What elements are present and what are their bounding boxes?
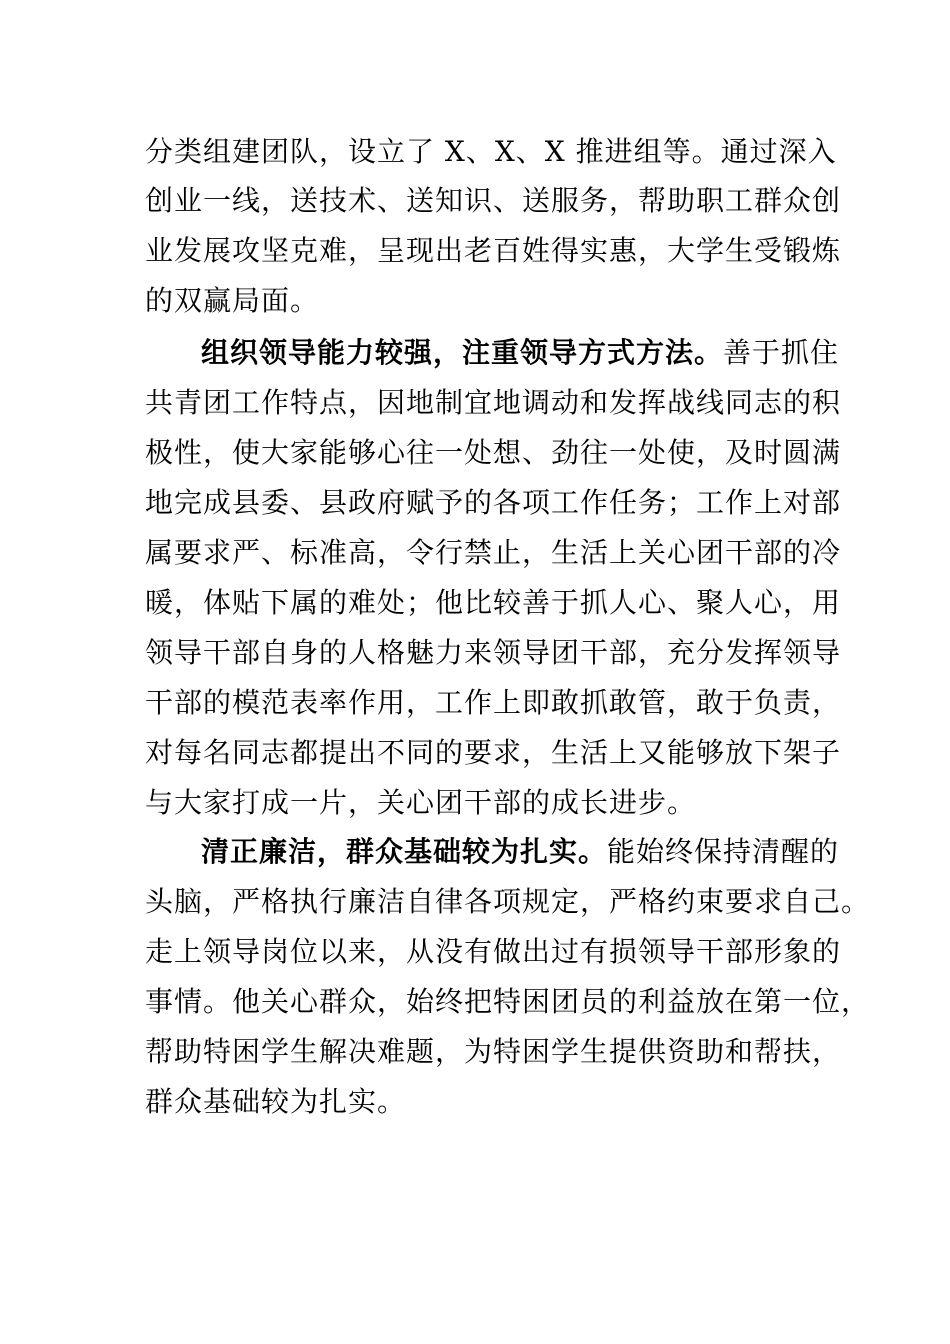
p3-line-2: 头脑，严格执行廉洁自律各项规定，严格约束要求自己。 xyxy=(145,885,871,918)
p2-line-1 xyxy=(201,333,839,373)
p3-line-1 xyxy=(201,832,839,872)
p2-line-5: 属要求严、标准高，令行禁止，生活上关心团干部的冷 xyxy=(145,536,842,569)
p3-line-1-rest: 能始终保持清醒的 xyxy=(607,835,840,868)
p2-heading: 组织领导能力较强，注重领导方式方法。 xyxy=(201,336,724,369)
p2-line-7: 领导干部自身的人格魅力来领导团干部，充分发挥领导 xyxy=(145,636,842,669)
p3-line-3: 走上领导岗位以来，从没有做出过有损领导干部形象的 xyxy=(145,935,842,968)
p3-line-6: 群众基础较为扎实。 xyxy=(145,1085,407,1118)
p2-line-8: 干部的模范表率作用，工作上即敢抓敢管，敢于负责， xyxy=(145,686,842,719)
p2-line-1-rest: 善于抓住 xyxy=(723,336,840,369)
p1-line-3: 业发展攻坚克难，呈现出老百姓得实惠，大学生受锻炼 xyxy=(145,234,842,267)
p2-line-3: 极性，使大家能够心往一处想、劲往一处使，及时圆满 xyxy=(145,436,842,469)
p1-line-2: 创业一线，送技术、送知识、送服务，帮助职工群众创 xyxy=(145,184,842,217)
p2-line-2: 共青团工作特点，因地制宜地调动和发挥战线同志的积 xyxy=(145,386,842,419)
p1-line-4: 的双赢局面。 xyxy=(145,284,320,317)
p2-line-10: 与大家打成一片，关心团干部的成长进步。 xyxy=(145,786,697,819)
p2-line-9: 对每名同志都提出不同的要求，生活上又能够放下架子 xyxy=(145,736,842,769)
p2-line-6: 暖，体贴下属的难处；他比较善于抓人心、聚人心，用 xyxy=(145,586,842,619)
p3-line-4: 事情。他关心群众，始终把特困团员的利益放在第一位， xyxy=(145,985,871,1018)
p2-line-4: 地完成县委、县政府赋予的各项工作任务；工作上对部 xyxy=(145,486,842,519)
p3-heading: 清正廉洁，群众基础较为扎实。 xyxy=(201,835,608,868)
p3-line-5: 帮助特困学生解决难题，为特困学生提供资助和帮扶， xyxy=(145,1035,842,1068)
p1-line-1: 分类组建团队，设立了 X、X、X 推进组等。通过深入 xyxy=(145,135,837,168)
